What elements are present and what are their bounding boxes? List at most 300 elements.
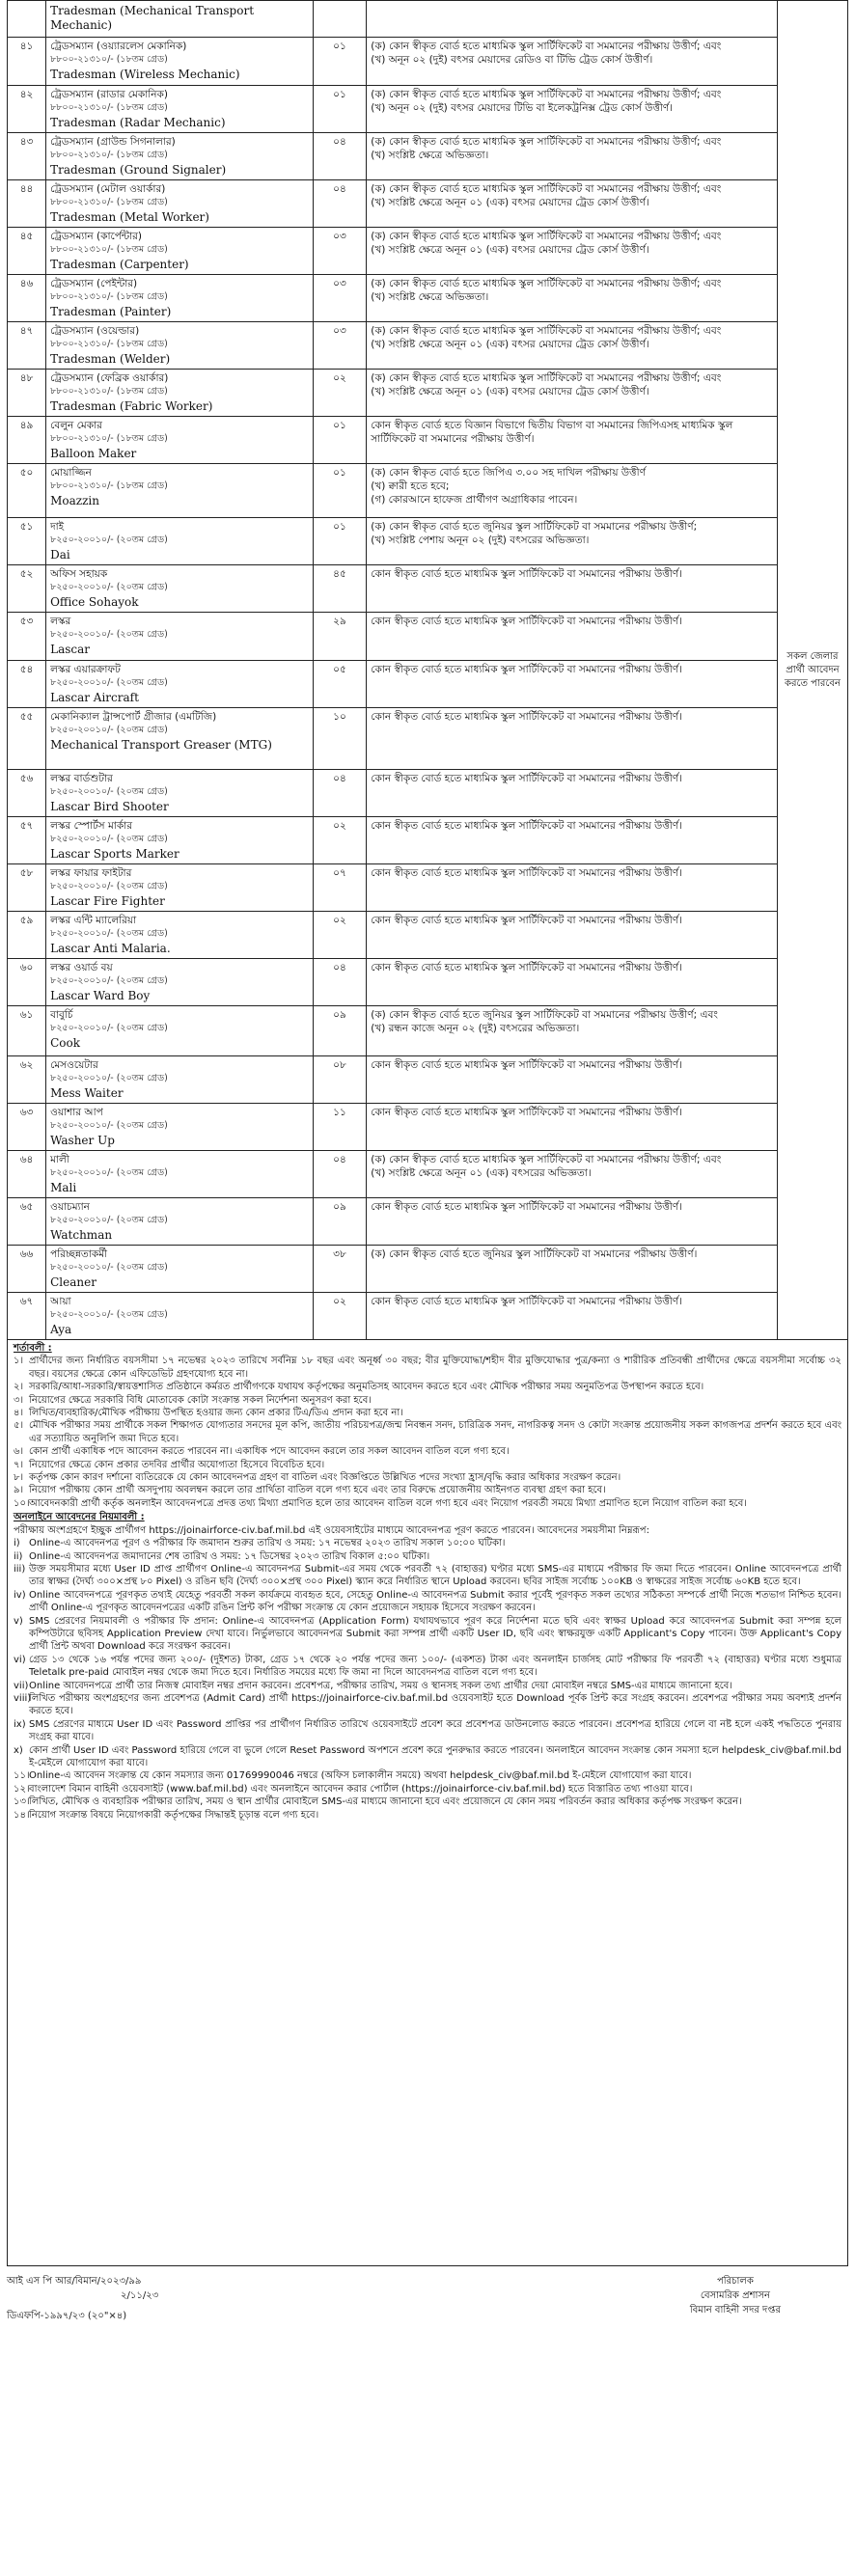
serial-number-cell: ৫৯ <box>8 912 46 959</box>
qualification-line: কোন স্বীকৃত বোর্ড হতে বিজ্ঞান বিভাগে দ্বিতীয় বিভাগ বা সমমানের জিপিএসহ মাধ্যমিক স্কুল সার্টিফিকেট বা সমমানের পরীক্ষায় উত্তীর্ণ। <box>371 420 733 445</box>
serial-number-cell: ৪৮ <box>8 370 46 417</box>
qualification-line: (খ) সংশ্লিষ্ট ক্ষেত্রে অনূন ০১ (এক) বৎসরের অভিজ্ঞতা। <box>371 1167 592 1179</box>
post-name-cell <box>46 1246 314 1293</box>
post-name-bangla: ট্রেডসম্যান (গ্রাউন্ড সিগনালার) <box>50 136 176 148</box>
district-eligibility-cell: সকল জেলার প্রার্থী আবেদন করতে পারবেন <box>777 1 847 1340</box>
post-name-bangla: ট্রেডসম্যান (কার্পেন্টার) <box>50 231 143 242</box>
post-name-english: Lascar <box>50 643 90 656</box>
qualification-line: (খ) অনূন ০২ (দুই) বৎসর মেয়াদের টিভি বা ইলেকট্রনিক্স ট্রেড কোর্স উত্তীর্ণ। <box>371 102 674 114</box>
post-name-cell <box>46 464 314 518</box>
signatory-department: বেসামরিক প্রশাসন <box>700 2290 770 2301</box>
item-text: নিয়োগের ক্ষেত্রে সরকারি বিধি মোতাবেক কোটা সংক্রান্ত সকল নির্দেশনা অনুসরণ করা হবে। <box>29 1394 372 1406</box>
post-name-english: Tradesman (Painter) <box>50 305 172 318</box>
post-name-bangla: মেসওয়েটার <box>50 1059 98 1071</box>
qualification-line: (ক) কোন স্বীকৃত বোর্ড হতে মাধ্যমিক স্কুল সার্টিফিকেট বা সমমানের পরীক্ষায় উত্তীর্ণ; এবং <box>371 183 722 195</box>
table-row <box>8 228 848 275</box>
item-number: ১৪। <box>14 1809 30 1821</box>
qualification-cell <box>367 912 778 959</box>
pay-scale-grade: ৮২৫০-২০০১০/- (২০তম গ্রেড) <box>50 1215 168 1225</box>
item-number: ii) <box>14 1550 23 1562</box>
footer <box>7 2274 848 2342</box>
qualification-cell <box>367 370 778 417</box>
qualification-cell <box>367 817 778 864</box>
qualification-line: (ক) কোন স্বীকৃত বোর্ড হতে জিপিএ ৩.০০ সহ দাখিল পরীক্ষায় উত্তীর্ণ <box>371 467 646 479</box>
post-name-bangla: ট্রেডসম্যান (ফেব্রিক ওয়ার্কার) <box>50 372 169 384</box>
post-name-bangla: বাবুর্চি <box>50 1009 73 1021</box>
post-name-bangla: দাই <box>50 521 65 533</box>
post-name-cell <box>46 661 314 708</box>
online-rules-intro: পরীক্ষায় অংশগ্রহণে ইচ্ছুক প্রার্থীগণ https://joinairforce-civ.baf.mil.bd এই ওয়েবসাইটের মাধ্যমে আবেদনপত্র পূরণ করতে পারবেন। আবেদনের সময়সীমা নিম্নরূপ: <box>14 1524 649 1536</box>
qualification-cell <box>367 518 778 565</box>
qualification-cell <box>367 613 778 661</box>
table-row <box>8 912 848 959</box>
post-name-english: Mess Waiter <box>50 1086 124 1100</box>
pay-scale-grade: ৮২৫০-২০০১০/- (২০তম গ্রেড) <box>50 677 168 688</box>
qualification-line: (ক) কোন স্বীকৃত বোর্ড হতে মাধ্যমিক স্কুল সার্টিফিকেট বা সমমানের পরীক্ষায় উত্তীর্ণ; এবং <box>371 372 722 384</box>
post-name-cell <box>46 565 314 613</box>
serial-number-cell: ৪৩ <box>8 133 46 180</box>
vacancy-count-cell: ০৩ <box>313 228 367 275</box>
item-text: SMS প্রেরণের মাধ্যমে User ID এবং Password প্রাপ্তির পর প্রার্থীগণ নির্ধারিত তারিখে ওয়েবসাইটে প্রবেশ করে প্রবেশপত্র ডাউনলোড করতে পারবেন। প্রবেশপত্র হারিয়ে গেলে বা নষ্ট হলে একই পদ্ধতিতে পুনরায় সংগ্রহ করা যাবে। <box>29 1718 841 1743</box>
post-name-cell <box>46 275 314 322</box>
qualification-cell <box>367 133 778 180</box>
post-name-bangla: লস্কর <box>50 616 71 627</box>
qualification-line: (ক) কোন স্বীকৃত বোর্ড হতে মাধ্যমিক স্কুল সার্টিফিকেট বা সমমানের পরীক্ষায় উত্তীর্ণ; এবং <box>371 41 722 52</box>
qualification-line: (ক) কোন স্বীকৃত বোর্ড হতে মাধ্যমিক স্কুল সার্টিফিকেট বা সমমানের পরীক্ষায় উত্তীর্ণ; এবং <box>371 325 722 337</box>
post-name-english: Mali <box>50 1181 77 1194</box>
post-name-bangla: ট্রেডসম্যান (মেটাল ওয়ার্কার) <box>50 183 166 195</box>
qualification-cell <box>367 275 778 322</box>
list-item <box>14 1484 841 1496</box>
post-name-cell <box>46 518 314 565</box>
post-name-bangla: ওয়াশার আপ <box>50 1107 103 1118</box>
qualification-line: কোন স্বীকৃত বোর্ড হতে মাধ্যমিক স্কুল সার্টিফিকেট বা সমমানের পরীক্ষায় উত্তীর্ণ। <box>371 915 682 926</box>
serial-number-cell: ৪২ <box>8 86 46 133</box>
list-item <box>14 1563 841 1589</box>
post-name-english: Lascar Bird Shooter <box>50 800 169 813</box>
item-text: নিয়োগ পরীক্ষায় কোন প্রার্থী অসদুপায় অবলম্বন করলে তার প্রার্থিতা বাতিল বলে গণ্য হবে এবং তার বিরুদ্ধে প্রয়োজনীয় আইনগত ব্যবস্থা গ্রহণ করা হবে। <box>29 1485 606 1496</box>
table-row <box>8 959 848 1006</box>
pay-scale-grade: ৮২৫০-২০০১০/- (২০তম গ্রেড) <box>50 928 168 939</box>
conditions-list <box>14 1355 841 1510</box>
table-row <box>8 417 848 464</box>
item-number: i) <box>14 1538 20 1549</box>
post-name-bangla: ওয়াচম্যান <box>50 1201 90 1213</box>
post-name-bangla: ট্রেডসম্যান (পেইন্টার) <box>50 278 138 289</box>
signatory-organization: বিমান বাহিনী সদর দপ্তর <box>689 2305 781 2316</box>
serial-number-cell: ৬০ <box>8 959 46 1006</box>
qualification-cell <box>367 1056 778 1104</box>
vacancy-count-cell: ৩৮ <box>313 1246 367 1293</box>
item-text: Online-এ আবেদনপত্র পূরণ ও পরীক্ষার ফি জমাদান শুরুর তারিখ ও সময়: ১৭ নভেম্বর ২০২৩ তারিখ সকাল ১০:০০ ঘটিকা। <box>29 1538 506 1549</box>
online-rules-list <box>14 1537 841 1769</box>
post-name-bangla: মোয়াজ্জিন <box>50 467 92 479</box>
item-text: Online-এ আবেদন সংক্রান্ত যে কোন সমস্যার জন্য 01769990046 নম্বরে (অফিস চলাকালীন সময়ে) অথবা helpdesk_civ@baf.mil.bd ই-মেইলে যোগাযোগ করা যাবে। <box>29 1770 692 1782</box>
qualification-line: কোন স্বীকৃত বোর্ড হতে মাধ্যমিক স্কুল সার্টিফিকেট বা সমমানের পরীক্ষায় উত্তীর্ণ। <box>371 616 682 627</box>
item-text: লিখিত পরীক্ষায় অংশগ্রহণের জন্য প্রবেশপত্র (Admit Card) প্রার্থী https://joinairforce-civ.baf.mil.bd ওয়েবসাইট হতে Download পূর্বক প্রিন্ট করে সংগ্রহ করবেন। প্রবেশপত্র পরীক্ষার সময় অবশ্যই প্রদর্শন করতে হবে। <box>29 1692 841 1717</box>
item-number: ১৩। <box>14 1796 30 1808</box>
item-number: v) <box>14 1615 23 1627</box>
pay-scale-grade: ৮৮০০-২১৩১০/- (১৮তম গ্রেড) <box>50 339 168 349</box>
qualification-cell <box>367 464 778 518</box>
post-name-english: Cleaner <box>50 1275 97 1289</box>
list-item <box>14 1809 841 1822</box>
pay-scale-grade: ৮৮০০-২১৩১০/- (১৮তম গ্রেড) <box>50 150 168 160</box>
post-name-bangla: আয়া <box>50 1296 71 1307</box>
post-name-bangla: লস্কর এন্টি ম্যালেরিয়া <box>50 915 137 926</box>
pay-scale-grade: ৮২৫০-২০০১০/- (২০তম গ্রেড) <box>50 881 168 891</box>
serial-number-cell: ৫৫ <box>8 708 46 770</box>
post-name-bangla: লস্কর বার্ডশুটার <box>50 773 113 784</box>
serial-number-cell: ৬১ <box>8 1006 46 1056</box>
qualification-cell <box>367 417 778 464</box>
qualification-cell <box>367 322 778 370</box>
table-row <box>8 1056 848 1104</box>
vacancy-count-cell: ০৪ <box>313 133 367 180</box>
vacancy-count-cell: ০৯ <box>313 1198 367 1246</box>
post-name-english: Aya <box>50 1323 72 1336</box>
serial-number-cell: ৬২ <box>8 1056 46 1104</box>
vacancy-count-cell: ০১ <box>313 464 367 518</box>
qualification-line: কোন স্বীকৃত বোর্ড হতে মাধ্যমিক স্কুল সার্টিফিকেট বা সমমানের পরীক্ষায় উত্তীর্ণ। <box>371 773 682 784</box>
serial-number-cell: ৬৪ <box>8 1151 46 1198</box>
vacancy-count-cell: ০২ <box>313 370 367 417</box>
post-name-cell <box>46 1 314 38</box>
vacancy-count-cell: ০৮ <box>313 1056 367 1104</box>
reference-number: আই এস পি আর/বিমান/২০২৩/৯৯ <box>7 2276 142 2287</box>
qualification-cell <box>367 1 778 38</box>
post-name-bangla: লস্কর ওয়ার্ড বয় <box>50 962 113 973</box>
post-name-cell <box>46 228 314 275</box>
dfp-code: ডিএফপি-১৯৯৭/২৩ (২০"×৪) <box>7 2311 127 2321</box>
vacancy-count-cell: ১০ <box>313 708 367 770</box>
post-name-bangla: ট্রেডসম্যান (রাডার মেকানিক) <box>50 89 168 100</box>
post-name-english: Tradesman (Metal Worker) <box>50 210 209 224</box>
qualification-line: কোন স্বীকৃত বোর্ড হতে মাধ্যমিক স্কুল সার্টিফিকেট বা সমমানের পরীক্ষায় উত্তীর্ণ। <box>371 867 682 879</box>
item-text: নিয়োগ সংক্রান্ত বিষয়ে নিয়োগকারী কর্তৃপক্ষের সিদ্ধান্তই চূড়ান্ত বলে গণ্য হবে। <box>29 1809 319 1821</box>
post-name-english: Lascar Sports Marker <box>50 847 179 861</box>
vacancy-count-cell: ০২ <box>313 912 367 959</box>
qualification-cell <box>367 1246 778 1293</box>
post-name-english: Lascar Ward Boy <box>50 989 151 1002</box>
table-row <box>8 1104 848 1151</box>
qualification-cell <box>367 959 778 1006</box>
serial-number-cell: ৫৭ <box>8 817 46 864</box>
qualification-cell <box>367 1293 778 1340</box>
vacancy-count-cell: ০৩ <box>313 322 367 370</box>
pay-scale-grade: ৮২৫০-২০০১০/- (২০তম গ্রেড) <box>50 834 168 844</box>
qualification-cell <box>367 86 778 133</box>
qualification-line: (ক) কোন স্বীকৃত বোর্ড হতে মাধ্যমিক স্কুল সার্টিফিকেট বা সমমানের পরীক্ষায় উত্তীর্ণ; এবং <box>371 278 722 289</box>
post-name-cell <box>46 613 314 661</box>
item-number: ৬। <box>14 1446 24 1458</box>
pay-scale-grade: ৮৮০০-২১৩১০/- (১৮তম গ্রেড) <box>50 386 168 397</box>
item-number: ৪। <box>14 1408 24 1419</box>
signature-block <box>690 2274 781 2317</box>
list-item <box>14 1355 841 1381</box>
post-name-english: Mechanical Transport Greaser (MTG) <box>50 738 272 752</box>
item-number: ১২। <box>14 1783 30 1795</box>
post-name-english: Lascar Fire Fighter <box>50 894 165 908</box>
item-text: কর্তৃপক্ষ কোন কারণ দর্শানো ব্যতিরেকে যে কোন আবেদনপত্র গ্রহণ বা বাতিল এবং বিজ্ঞপ্তিতে উল্লিখিত পদের সংখ্যা হ্রাস/বৃদ্ধি করার অধিকার সংরক্ষণ করেন। <box>29 1472 621 1484</box>
table-row <box>8 1151 848 1198</box>
qualification-cell <box>367 1104 778 1151</box>
table-row <box>8 38 848 86</box>
serial-number-cell: ৫৪ <box>8 661 46 708</box>
vacancy-count-cell: ০৯ <box>313 1006 367 1056</box>
table-row <box>8 1006 848 1056</box>
item-number: x) <box>14 1744 23 1756</box>
qualification-cell <box>367 770 778 817</box>
item-number: ৩। <box>14 1394 24 1406</box>
qualification-line: (ক) কোন স্বীকৃত বোর্ড হতে মাধ্যমিক স্কুল সার্টিফিকেট বা সমমানের পরীক্ষায় উত্তীর্ণ; এবং <box>371 231 722 242</box>
qualification-line: কোন স্বীকৃত বোর্ড হতে মাধ্যমিক স্কুল সার্টিফিকেট বা সমমানের পরীক্ষায় উত্তীর্ণ। <box>371 711 682 723</box>
qualification-cell <box>367 1151 778 1198</box>
post-name-english: Tradesman (Carpenter) <box>50 258 189 271</box>
post-name-english: Balloon Maker <box>50 447 137 460</box>
vacancy-count-cell: ০১ <box>313 38 367 86</box>
qualification-line: (খ) সংশ্লিষ্ট ক্ষেত্রে অনূন ০১ (এক) বৎসর মেয়াদের ট্রেড কোর্স উত্তীর্ণ। <box>371 339 649 350</box>
qualification-line: (ক) কোন স্বীকৃত বোর্ড হতে জুনিয়র স্কুল সার্টিফিকেট বা সমমানের পরীক্ষায় উত্তীর্ণ। <box>371 1248 698 1260</box>
post-name-cell <box>46 959 314 1006</box>
post-name-cell <box>46 708 314 770</box>
vacancy-count-cell: ০২ <box>313 1293 367 1340</box>
pay-scale-grade: ৮৮০০-২১৩১০/- (১৮তম গ্রেড) <box>50 244 168 255</box>
post-name-english: Tradesman (Wireless Mechanic) <box>50 68 240 81</box>
vacancy-count-cell: ০৪ <box>313 1151 367 1198</box>
qualification-cell <box>367 180 778 228</box>
item-number: iii) <box>14 1563 26 1575</box>
qualification-cell <box>367 661 778 708</box>
post-name-cell <box>46 1198 314 1246</box>
post-name-english: Office Sohayok <box>50 595 139 609</box>
item-text: লিখিত, মৌখিক ও ব্যবহারিক পরীক্ষার তারিখ, সময় ও স্থান প্রার্থীর মোবাইলে SMS-এর মাধ্যমে জানানো হবে এবং প্রয়োজনে যে কোন সময় পরিবর্তন করার অধিকার কর্তৃপক্ষ সংরক্ষণ করেন। <box>29 1796 742 1808</box>
post-name-cell <box>46 864 314 912</box>
table-row <box>8 864 848 912</box>
additional-conditions-list <box>14 1769 841 1822</box>
post-name-cell <box>46 38 314 86</box>
post-name-cell <box>46 770 314 817</box>
pay-scale-grade: ৮২৫০-২০০১০/- (২০তম গ্রেড) <box>50 975 168 986</box>
list-item <box>14 1445 841 1458</box>
serial-number-cell: ৫৬ <box>8 770 46 817</box>
advertisement-page <box>7 0 848 2342</box>
qualification-cell <box>367 1198 778 1246</box>
item-text: Online আবেদনপত্রে প্রার্থী তার নিজস্ব মোবাইল নম্বর প্রদান করবেন। প্রবেশপত্র, পরীক্ষার তারিখ, সময় ও স্থানসহ সকল তথ্য প্রার্থীর দেয়া মোবাইল নম্বরে SMS-এর মাধ্যমে জানানো হবে। <box>29 1680 732 1691</box>
pay-scale-grade: ৮৮০০-২১৩১০/- (১৮তম গ্রেড) <box>50 102 168 113</box>
post-name-cell <box>46 1293 314 1340</box>
post-name-bangla: অফিস সহায়ক <box>50 568 108 580</box>
item-number: ৯। <box>14 1485 24 1496</box>
vacancy-count-cell: ০৭ <box>313 864 367 912</box>
pay-scale-grade: ৮২৫০-২০০১০/- (২০তম গ্রেড) <box>50 534 168 545</box>
list-item <box>14 1381 841 1393</box>
item-number: ১০। <box>14 1497 30 1509</box>
vacancy-count-cell: ০৪ <box>313 180 367 228</box>
list-item <box>14 1497 841 1510</box>
serial-number-cell: ৪৫ <box>8 228 46 275</box>
post-name-english: Tradesman (Radar Mechanic) <box>50 116 226 129</box>
pay-scale-grade: ৮২৫০-২০০১০/- (২০তম গ্রেড) <box>50 629 168 640</box>
item-text: নিয়োগের ক্ষেত্রে কোন প্রকার তদবির প্রার্থীর অযোগ্যতা হিসেবে বিবেচিত হবে। <box>29 1459 325 1470</box>
pay-scale-grade: ৮৮০০-২১৩১০/- (১৮তম গ্রেড) <box>50 480 168 491</box>
qualification-line: কোন স্বীকৃত বোর্ড হতে মাধ্যমিক স্কুল সার্টিফিকেট বা সমমানের পরীক্ষায় উত্তীর্ণ। <box>371 568 682 580</box>
signatory-title: পরিচালক <box>716 2276 754 2287</box>
vacancy-count-cell: ০৪ <box>313 770 367 817</box>
table-row <box>8 370 848 417</box>
item-number: vi) <box>14 1654 26 1665</box>
post-name-english: Lascar Anti Malaria. <box>50 942 171 955</box>
pay-scale-grade: ৮৮০০-২১৩১০/- (১৮তম গ্রেড) <box>50 54 168 65</box>
list-item <box>14 1769 841 1782</box>
qualification-cell <box>367 1006 778 1056</box>
list-item <box>14 1394 841 1407</box>
pay-scale-grade: ৮৮০০-২১৩১০/- (১৮তম গ্রেড) <box>50 291 168 302</box>
post-name-bangla: ট্রেডসম্যান (ওয়্যারলেস মেকানিক) <box>50 41 187 52</box>
qualification-line: কোন স্বীকৃত বোর্ড হতে মাধ্যমিক স্কুল সার্টিফিকেট বা সমমানের পরীক্ষায় উত্তীর্ণ। <box>371 820 682 832</box>
item-text: Online-এ আবেদনপত্র জমাদানের শেষ তারিখ ও সময়: ১৭ ডিসেম্বর ২০২৩ তারিখ বিকাল ৫:০০ ঘটিকা। <box>29 1550 430 1562</box>
item-text: কোন প্রার্থী একাধিক পদে আবেদন করতে পারবেন না। একাধিক পদে আবেদন করলে তার সকল আবেদন বাতিল বলে গণ্য হবে। <box>29 1446 510 1458</box>
post-name-cell <box>46 1151 314 1198</box>
item-text: লিখিত/ব্যবহারিক/মৌখিক পরীক্ষায় উপস্থিত হওয়ার জন্য কোন প্রকার টিএ/ডিএ প্রদান করা হবে না। <box>29 1408 403 1419</box>
post-name-bangla: লস্কর এয়ারক্রাফট <box>50 664 121 675</box>
serial-number-cell: ৫৩ <box>8 613 46 661</box>
table-row <box>8 661 848 708</box>
qualification-line: (ক) কোন স্বীকৃত বোর্ড হতে মাধ্যমিক স্কুল সার্টিফিকেট বা সমমানের পরীক্ষায় উত্তীর্ণ; এবং <box>371 136 722 148</box>
item-text: গ্রেড ১৩ থেকে ১৬ পর্যন্ত পদের জন্য ২০০/- (দুইশত) টাকা, গ্রেড ১৭ থেকে ২০ পর্যন্ত পদের জন্য ১০০/- (একশত) টাকা এবং অনলাইন চার্জসহ মোট পরীক্ষার ফি পরবর্তী ৭২ (বাহাত্তর) ঘণ্টার মধ্যে শুধুমাত্র Teletalk pre-paid মোবাইল নম্বর থেকে জমা দিতে হবে। নির্ধারিত সময়ের মধ্যে ফি জমা না দিলে আবেদনপত্র বাতিল বলে গণ্য হবে। <box>29 1654 841 1679</box>
list-item <box>14 1407 841 1419</box>
qualification-line: কোন স্বীকৃত বোর্ড হতে মাধ্যমিক স্কুল সার্টিফিকেট বা সমমানের পরীক্ষায় উত্তীর্ণ। <box>371 1201 682 1213</box>
qualification-cell <box>367 565 778 613</box>
list-item <box>14 1471 841 1484</box>
item-text: প্রার্থীদের জন্য নির্ধারিত বয়সসীমা ১৭ নভেম্বর ২০২৩ তারিখে সর্বনিম্ন ১৮ বছর এবং অনূর্ধ্ব ৩০ বছর; বীর মুক্তিযোদ্ধা/শহীদ বীর মুক্তিযোদ্ধার পুত্র/কন্যা ও শারীরিক প্রতিবন্ধী প্রার্থীদের ক্ষেত্রে বয়সসীমা সর্বোচ্চ ৩২ বছর। বয়সের ক্ষেত্রে কোন এফিডেভিট গ্রহণযোগ্য হবে না। <box>29 1356 841 1380</box>
qualification-line: (খ) রন্ধন কাজে অনূন ০২ (দুই) বৎসরের অভিজ্ঞতা। <box>371 1023 580 1034</box>
table-row <box>8 817 848 864</box>
list-item <box>14 1795 841 1808</box>
item-number: ৮। <box>14 1472 24 1484</box>
conditions-title: শর্তাবলী : <box>14 1343 52 1354</box>
qualification-cell <box>367 708 778 770</box>
job-vacancy-table <box>7 0 848 1340</box>
pay-scale-grade: ৮২৫০-২০০১০/- (২০তম গ্রেড) <box>50 582 168 592</box>
item-text: উক্ত সময়সীমার মধ্যে User ID প্রাপ্ত প্রার্থীগণ Online-এ আবেদনপত্র Submit-এর সময় থেকে পরবর্তী ৭২ (বাহাত্তর) ঘণ্টার মধ্যে SMS-এর মাধ্যমে পরীক্ষার ফি জমা দিতে পারবেন। Online আবেদনপত্রে প্রার্থী তার স্বাক্ষর (দৈর্ঘ্য ৩০০×প্রস্থ ৮০ Pixel) ও রঙিন ছবি (দৈর্ঘ্য ৩০০×প্রস্থ ৩০০ Pixel) স্ক্যান করে নির্ধারিত স্থানে Upload করবেন। ছবির সাইজ সর্বোচ্চ ১০০KB ও স্বাক্ষরের সাইজ সর্বোচ্চ ৬০KB হতে হবে। <box>29 1563 841 1588</box>
item-text: SMS প্রেরণের নিয়মাবলী ও পরীক্ষার ফি প্রদান: Online-এ আবেদনপত্র (Application Form) যথাযথভাবে পূরণ করে নির্দেশনা মতে ছবি এবং স্বাক্ষর Upload করে আবেদনপত্র Submit করা সম্পন্ন হলে কম্পিউটারে ছবিসহ Application Preview দেখা যাবে। নির্ভুলভাবে আবেদনপত্র Submit করা সম্পন্ন প্রার্থী একটি User ID, ছবি এবং স্বাক্ষরযুক্ত একটি Applicant's Copy পাবেন। উক্ত Applicant's Copy প্রার্থী প্রিন্ট অথবা Download করে সংরক্ষণ করবেন। <box>29 1615 841 1653</box>
table-row <box>8 275 848 322</box>
table-row <box>8 1293 848 1340</box>
qualification-line: (খ) ক্বারী হতে হবে; <box>371 480 450 492</box>
vacancy-count-cell: ০১ <box>313 518 367 565</box>
serial-number-cell: ৬৫ <box>8 1198 46 1246</box>
qualification-cell <box>367 228 778 275</box>
vacancy-count-cell: ১১ <box>313 1104 367 1151</box>
table-row <box>8 133 848 180</box>
vacancy-count-cell <box>313 1 367 38</box>
qualification-line: (ক) কোন স্বীকৃত বোর্ড হতে মাধ্যমিক স্কুল সার্টিফিকেট বা সমমানের পরীক্ষায় উত্তীর্ণ; এবং <box>371 89 722 100</box>
post-name-bangla: ট্রেডসম্যান (ওয়েল্ডার) <box>50 325 140 337</box>
vacancy-count-cell: ৪৫ <box>313 565 367 613</box>
pay-scale-grade: ৮২৫০-২০০১০/- (২০তম গ্রেড) <box>50 1073 168 1083</box>
post-name-bangla: মালী <box>50 1154 69 1165</box>
serial-number-cell: ৬৩ <box>8 1104 46 1151</box>
item-number: vii) <box>14 1680 29 1691</box>
qualification-line: (খ) সংশ্লিষ্ট পেশায় অনূন ০২ (দুই) বৎসরের অভিজ্ঞতা। <box>371 534 590 546</box>
post-name-english: Watchman <box>50 1228 113 1242</box>
pay-scale-grade: ৮২৫০-২০০১০/- (২০তম গ্রেড) <box>50 1120 168 1131</box>
post-name-english: Washer Up <box>50 1134 115 1147</box>
serial-number-cell: ৫৮ <box>8 864 46 912</box>
table-row <box>8 708 848 770</box>
pay-scale-grade: ৮২৫০-২০০১০/- (২০তম গ্রেড) <box>50 1023 168 1033</box>
post-name-cell <box>46 817 314 864</box>
post-name-bangla: লস্কর স্পোর্টস মার্কার <box>50 820 132 832</box>
vacancy-count-cell: ০৫ <box>313 661 367 708</box>
pay-scale-grade: ৮২৫০-২০০১০/- (২০তম গ্রেড) <box>50 1309 168 1320</box>
vacancy-count-cell: ০১ <box>313 86 367 133</box>
conditions-section <box>7 1340 848 2266</box>
list-item <box>14 1654 841 1680</box>
qualification-line: কোন স্বীকৃত বোর্ড হতে মাধ্যমিক স্কুল সার্টিফিকেট বা সমমানের পরীক্ষায় উত্তীর্ণ। <box>371 1059 682 1071</box>
item-number: ১১। <box>14 1770 30 1782</box>
vacancy-count-cell: ২৯ <box>313 613 367 661</box>
qualification-line: (খ) সংশ্লিষ্ট ক্ষেত্রে অভিজ্ঞতা। <box>371 291 489 303</box>
item-text: সরকারি/আধা-সরকারি/স্বায়ত্তশাসিত প্রতিষ্ঠানে কর্মরত প্রার্থীগণকে যথাযথ কর্তৃপক্ষের অনুমতিসহ আবেদন করতে হবে এবং মৌখিক পরীক্ষার সময় অনুমতিপত্র উপস্থাপন করতে হবে। <box>29 1382 704 1393</box>
post-name-english: Tradesman (Ground Signaler) <box>50 163 227 177</box>
serial-number-cell: ৪৬ <box>8 275 46 322</box>
qualification-line: (ক) কোন স্বীকৃত বোর্ড হতে জুনিয়র স্কুল সার্টিফিকেট বা সমমানের পরীক্ষায় উত্তীর্ণ; এবং <box>371 1009 718 1021</box>
qualification-line: (ক) কোন স্বীকৃত বোর্ড হতে জুনিয়র স্কুল সার্টিফিকেট বা সমমানের পরীক্ষায় উত্তীর্ণ; <box>371 521 698 533</box>
table-row <box>8 180 848 228</box>
post-name-bangla: বেলুন মেকার <box>50 420 102 431</box>
vacancy-count-cell: ০৪ <box>313 959 367 1006</box>
list-item <box>14 1589 841 1615</box>
post-name-english: Cook <box>50 1036 80 1050</box>
list-item <box>14 1680 841 1692</box>
qualification-line: কোন স্বীকৃত বোর্ড হতে মাধ্যমিক স্কুল সার্টিফিকেট বা সমমানের পরীক্ষায় উত্তীর্ণ। <box>371 1107 682 1118</box>
post-name-cell <box>46 86 314 133</box>
post-name-english: Dai <box>50 548 70 562</box>
serial-number-cell <box>8 1 46 38</box>
item-text: আবেদনকারী প্রার্থী কর্তৃক অনলাইন আবেদনপত্রে প্রদত্ত তথ্য মিথ্যা প্রমাণিত হলে তার আবেদন বাতিল বলে গণ্য হবে এবং নিয়োগ পরবর্তী সময়ে মিথ্যা প্রমাণিত হলে নিয়োগ বাতিল করা হবে। <box>29 1497 747 1509</box>
list-item <box>14 1692 841 1718</box>
table-row <box>8 322 848 370</box>
qualification-line: (খ) অনূন ০২ (দুই) বৎসর মেয়াদের রেডিও বা টিভি ট্রেড কোর্স উত্তীর্ণ। <box>371 54 653 66</box>
item-number: ১। <box>14 1356 24 1367</box>
post-name-cell <box>46 912 314 959</box>
list-item <box>14 1615 841 1654</box>
serial-number-cell: ৫১ <box>8 518 46 565</box>
item-number: ix) <box>14 1718 26 1730</box>
table-row <box>8 1 848 38</box>
serial-number-cell: ৫২ <box>8 565 46 613</box>
item-number: ৭। <box>14 1459 24 1470</box>
serial-number-cell: ৪৯ <box>8 417 46 464</box>
pay-scale-grade: ৮৮০০-২১৩১০/- (১৮তম গ্রেড) <box>50 433 168 444</box>
post-name-english: Tradesman (Mechanical Transport Mechanic) <box>50 4 255 32</box>
post-name-cell <box>46 1104 314 1151</box>
list-item <box>14 1537 841 1549</box>
qualification-line: (খ) সংশ্লিষ্ট ক্ষেত্রে অভিজ্ঞতা। <box>371 150 489 161</box>
vacancy-count-cell: ০১ <box>313 417 367 464</box>
table-row <box>8 1198 848 1246</box>
qualification-line: (খ) সংশ্লিষ্ট ক্ষেত্রে অনূন ০১ (এক) বৎসর মেয়াদের ট্রেড কোর্স উত্তীর্ণ। <box>371 244 649 256</box>
item-number: iv) <box>14 1589 26 1601</box>
pay-scale-grade: ৮৮০০-২১৩১০/- (১৮তম গ্রেড) <box>50 197 168 207</box>
vacancy-count-cell: ০৩ <box>313 275 367 322</box>
list-item <box>14 1459 841 1471</box>
post-name-cell <box>46 417 314 464</box>
pay-scale-grade: ৮২৫০-২০০১০/- (২০তম গ্রেড) <box>50 1262 168 1273</box>
serial-number-cell: ৪৪ <box>8 180 46 228</box>
